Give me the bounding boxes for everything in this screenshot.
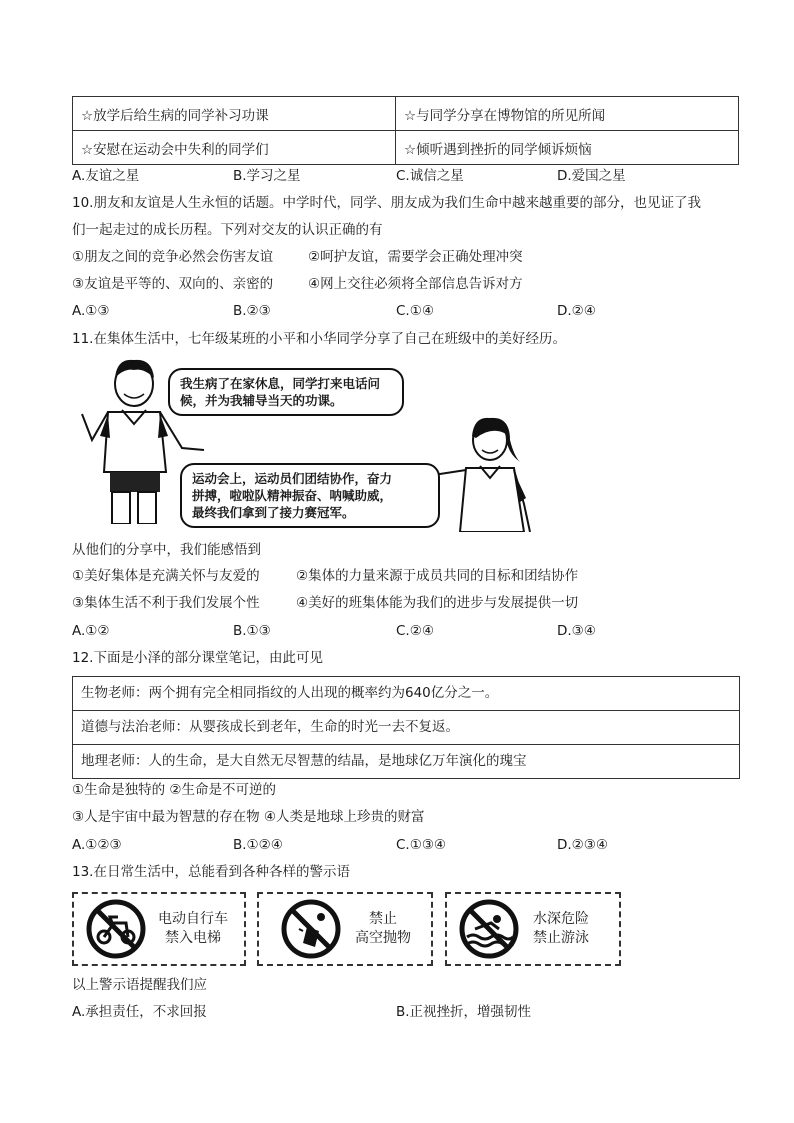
sign-text-line1: 禁止	[369, 911, 397, 927]
q9-option-c[interactable]: C.诚信之星	[396, 168, 464, 184]
q11-statement-4: ④美好的班集体能为我们的进步与发展提供一切	[296, 595, 579, 611]
sign-text-line2: 禁止游泳	[533, 930, 589, 946]
q11-option-b[interactable]: B.①③	[233, 623, 271, 639]
q12-statement-line1: ①生命是独特的 ②生命是不可逆的	[72, 782, 276, 798]
q13-option-b[interactable]: B.正视挫折，增强韧性	[396, 1004, 532, 1020]
q9-cell: ☆倾听遇到挫折的同学倾诉烦恼	[396, 131, 739, 165]
sign-text-line2: 禁入电梯	[165, 930, 221, 946]
q12-statement-line2: ③人是宇宙中最为智慧的存在物 ④人类是地球上珍贵的财富	[72, 809, 425, 825]
q12-note: 道德与法治老师：从婴孩成长到老年，生命的时光一去不复返。	[73, 711, 739, 745]
q11-statement-2: ②集体的力量来源于成员共同的目标和团结协作	[296, 568, 579, 584]
q9-cell: ☆与同学分享在博物馆的所见所闻	[396, 97, 739, 131]
q12-option-d[interactable]: D.②③④	[557, 837, 608, 853]
warning-sign-swimming	[445, 892, 621, 966]
q10-option-c[interactable]: C.①④	[396, 303, 434, 319]
q9-option-a[interactable]: A.友谊之星	[72, 168, 140, 184]
bubble-line: 拼搏，啦啦队精神振奋、呐喊助威，	[192, 488, 393, 503]
q9-table	[72, 96, 739, 165]
bubble-line: 我生病了在家休息，同学打来电话问	[180, 376, 381, 391]
q12-note: 地理老师：人的生命，是大自然无尽智慧的结晶，是地球亿万年演化的瑰宝	[81, 753, 527, 769]
q10-statement-1: ①朋友之间的竞争必然会伤害友谊	[72, 249, 274, 265]
bubble-line: 候，并为我辅导当天的功课。	[180, 393, 343, 408]
warning-sign-ebike	[72, 892, 246, 966]
q12-option-c[interactable]: C.①③④	[396, 837, 447, 853]
q12-notes-box	[72, 676, 740, 779]
q13-stem: 13.在日常生活中，总能看到各种各样的警示语	[72, 864, 350, 880]
q10-stem-line2: 们一起走过的成长历程。下列对交友的认识正确的有	[72, 222, 383, 238]
q11-option-a[interactable]: A.①②	[72, 623, 110, 639]
warning-sign-throwing	[257, 892, 433, 966]
q12-note: 生物老师：两个拥有完全相同指纹的人出现的概率约为640亿分之一。	[73, 677, 739, 711]
q13-lead: 以上警示语提醒我们应	[72, 977, 207, 993]
q12-option-a[interactable]: A.①②③	[72, 837, 122, 853]
no-throwing-icon	[277, 897, 347, 961]
q9-option-b[interactable]: B.学习之星	[233, 168, 301, 184]
speech-bubble-girl	[180, 463, 440, 528]
q10-stem-line1: 10.朋友和友谊是人生永恒的话题。中学时代，同学、朋友成为我们生命中越来越重要的部分，也见证了我	[72, 195, 701, 211]
q10-option-a[interactable]: A.①③	[72, 303, 110, 319]
q12-option-b[interactable]: B.①②④	[233, 837, 283, 853]
q11-lead: 从他们的分享中，我们能感悟到	[72, 542, 261, 558]
q12-stem: 12.下面是小泽的部分课堂笔记，由此可见	[72, 650, 323, 666]
q10-statement-4: ④网上交往必须将全部信息告诉对方	[308, 276, 523, 292]
bubble-line: 运动会上，运动员们团结协作，奋力	[192, 471, 393, 486]
no-ebike-icon	[82, 897, 152, 961]
q10-option-d[interactable]: D.②④	[557, 303, 596, 319]
q9-cell: ☆安慰在运动会中失利的同学们	[73, 131, 396, 165]
q11-stem: 11.在集体生活中，七年级某班的小平和小华同学分享了自己在班级中的美好经历。	[72, 331, 566, 347]
q10-option-b[interactable]: B.②③	[233, 303, 271, 319]
sign-text-line1: 水深危险	[533, 911, 589, 927]
q9-option-d[interactable]: D.爱国之星	[557, 168, 626, 184]
speech-bubble-boy	[168, 368, 404, 416]
q11-statement-1: ①美好集体是充满关怀与友爱的	[72, 568, 260, 584]
q13-option-a[interactable]: A.承担责任，不求回报	[72, 1004, 207, 1020]
q9-cell: ☆放学后给生病的同学补习功课	[73, 97, 396, 131]
q11-option-c[interactable]: C.②④	[396, 623, 434, 639]
q10-statement-3: ③友谊是平等的、双向的、亲密的	[72, 276, 274, 292]
q11-option-d[interactable]: D.③④	[557, 623, 596, 639]
sign-text-line2: 高空抛物	[355, 930, 411, 946]
bubble-line: 最终我们拿到了接力赛冠军。	[192, 505, 355, 520]
sign-text-line1: 电动自行车	[158, 911, 228, 927]
no-swimming-icon	[455, 897, 525, 961]
q10-statement-2: ②呵护友谊，需要学会正确处理冲突	[308, 249, 523, 265]
q11-statement-3: ③集体生活不利于我们发展个性	[72, 595, 260, 611]
